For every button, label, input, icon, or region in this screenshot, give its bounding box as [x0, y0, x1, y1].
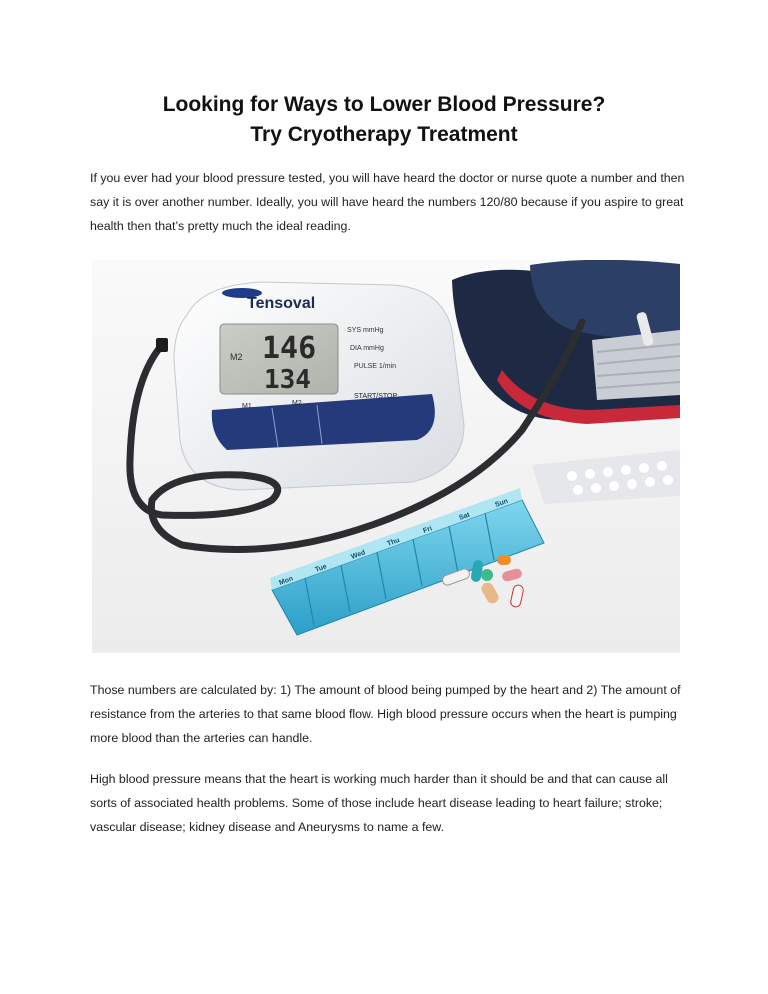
monitor-device [174, 282, 464, 490]
intro-paragraph: If you ever had your blood pressure tested, you will have heard the doctor or nurse quote a number and then say it is over another number. Ideally, you will have heard the numbers 120/80 because if you aspire to great health then that’s pretty much the ideal reading. [90, 171, 685, 233]
btn-m2-label: M2 [292, 400, 302, 407]
pill-day-sun: Sun [494, 497, 510, 509]
pill-day-wed: Wed [350, 549, 367, 561]
label-pulse: PULSE 1/min [354, 363, 397, 370]
pill-day-fri: Fri [422, 525, 434, 535]
lcd-mode: M2 [230, 352, 243, 362]
label-dia: DIA mmHg [350, 345, 384, 352]
health-problems-paragraph: High blood pressure means that the heart is working much harder than it should be and that can cause all sorts of associated health problems. Some of those include heart disease leading to heart failure; stroke; vascular disease; kidney disease and Aneurysms to name a few. [90, 772, 668, 834]
label-sys: SYS mmHg [347, 327, 384, 334]
btn-m1-label: M1 [242, 403, 252, 410]
pill-day-tue: Tue [314, 563, 328, 574]
btn-start-label: START/STOP [354, 393, 398, 400]
article-title [0, 90, 768, 150]
monitor-brand: Tensoval [247, 295, 316, 312]
pill-day-thu: Thu [386, 536, 401, 548]
lcd-diastolic: 134 [264, 365, 311, 395]
calculation-paragraph: Those numbers are calculated by: 1) The amount of blood being pumped by the heart and 2) The amount of resistance from the arteries to that same blood flow. High blood pressure occurs when the heart is pumping more blood than the arteries can handle. [90, 683, 681, 745]
pill-day-sat: Sat [458, 511, 471, 522]
title-line-2: Try Cryotherapy Treatment [250, 123, 518, 146]
pill-day-mon: Mon [278, 575, 295, 587]
blood-pressure-monitor-photo [92, 260, 680, 653]
lcd-systolic: 146 [262, 331, 317, 366]
title-line-1: Looking for Ways to Lower Blood Pressure? [162, 93, 606, 116]
